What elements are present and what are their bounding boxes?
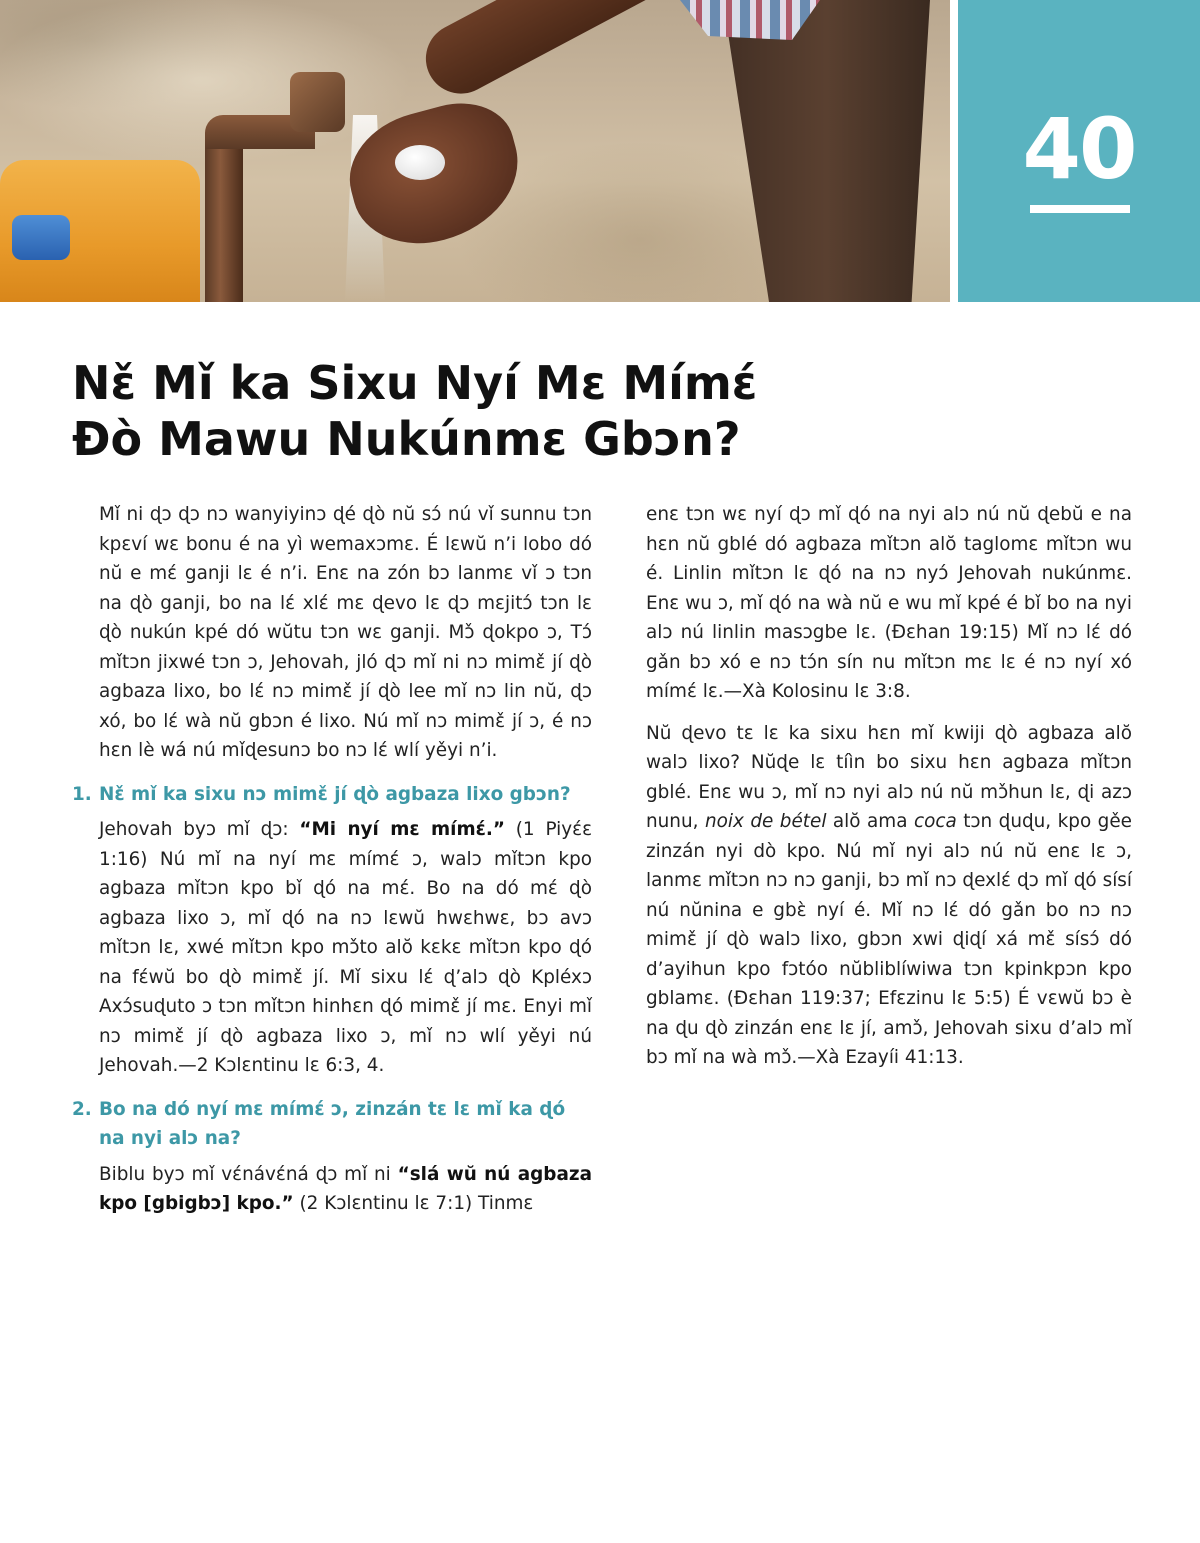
hero-photo — [0, 0, 950, 302]
right-paragraph-2 — [646, 719, 1132, 1073]
right-paragraph-2-italic-1: noix de bétel — [704, 811, 827, 832]
canister-cap — [12, 215, 70, 260]
answer-1-part-2: (1 Piyɛ́ɛ 1:16) Nú mǐ na nyí mɛ mímɛ́ ɔ, walɔ mǐtɔn kpo agbaza mǐtɔn kpo bǐ ɖó na mɛ́. Bo na dó mɛ́ ɖò agbaza lixo ɔ, mǐ ɖó na nɔ lɛwŭ hwɛhwɛ, bɔ avɔ mǐtɔn lɛ, xwé mǐtɔn kpo mɔ̌to alŏ kɛkɛ mǐtɔn kpo ɖó na fɛ́wŭ bo ɖò mimɛ̌ jí. Mǐ sixu lɛ́ ɖ’alɔ ɖò Kpléxɔ Axɔ́suɖuto ɔ tɔn mǐtɔn hinhɛn ɖó mimɛ̌ jí mɛ. Enyi mǐ nɔ mimɛ̌ jí ɖò agbaza lixo ɔ, mǐ nɔ wlí yěyi nú Jehovah.—2 Kɔlɛntinu lɛ 6:3, 4. — [99, 819, 593, 1076]
page-title — [72, 355, 892, 467]
water-pipe — [205, 140, 243, 302]
answer-2-part-2: (2 Kɔlɛntinu lɛ 7:1) Tinmɛ — [293, 1193, 534, 1214]
question-2-text: Bo na dó nyí mɛ mímɛ́ ɔ, zinzán tɛ lɛ mǐ ka ɖó na nyi alɔ na? — [99, 1098, 566, 1149]
question-1-number: 1. — [72, 783, 92, 805]
right-paragraph-2-italic-2: coca — [913, 811, 957, 832]
soap-bar — [395, 145, 445, 180]
answer-1-part-1: Jehovah byɔ mǐ ɖɔ: — [99, 819, 300, 840]
answer-2-part-1: Biblu byɔ mǐ vɛ́návɛ́ná ɖɔ mǐ ni — [99, 1163, 398, 1185]
right-paragraph-2-part-b: alŏ ama — [826, 811, 914, 832]
intro-paragraph: Mǐ ni ɖɔ ɖɔ nɔ wanyiyinɔ ɖé ɖò nŭ sɔ́ nú vǐ sunnu tɔn kpɛví wɛ bonu é na yì wemaxɔmɛ. É lɛwŭ n’i lobo dó nŭ e mɛ́ ganji lɛ é n’i. Enɛ na zón bɔ lanmɛ vǐ ɔ tɔn na ɖò ganji, bo na lɛ́ xlɛ́ mɛ ɖevo lɛ ɖɔ mɛjitɔ́ tɔn lɛ ɖò nukún kpé dó wŭtu tɔn wɛ ganji. Mɔ̌ ɖokpo ɔ, Tɔ́ mǐtɔn jixwé tɔn ɔ, Jehovah, jló ɖɔ mǐ ni nɔ mimɛ̌ jí ɖò agbaza lixo, bo lɛ́ nɔ mimɛ̌ jí ɖò lee mǐ nɔ lin nŭ, ɖɔ xó, bo lɛ́ wà nŭ gbɔn é lixo. Nú mǐ nɔ mimɛ̌ jí ɔ, é nɔ hɛn lè wá nú mǐɖesunɔ bo nɔ lɛ́ wlí yěyi n’i. — [99, 504, 592, 761]
title-line-2: Ðò Mawu Nukúnmɛ Gbɔn? — [72, 412, 741, 466]
answer-1 — [72, 815, 592, 1081]
answer-2-quote: “slá wŭ nú agbaza kpo [gbigbɔ] kpo.” — [99, 1163, 592, 1214]
left-column — [72, 500, 592, 1231]
title-line-1: Nɛ̌ Mǐ ka Sixu Nyí Mɛ Mímɛ́ — [72, 356, 758, 410]
right-paragraph-2-part-a: Nŭ ɖevo tɛ lɛ ka sixu hɛn mǐ kwiji ɖò agbaza alŏ walɔ lixo? Nŭɖe lɛ tíìn bo sixu hɛn agbaza mǐtɔn gblé. Enɛ wu ɔ, mǐ nɔ nyi alɔ nú nŭ mɔ̌hun lɛ, ɖi azɔ nunu, — [646, 722, 1132, 832]
lesson-number-underline — [1030, 205, 1130, 213]
answer-1-quote: “Mi nyí mɛ mímɛ́.” — [299, 819, 505, 840]
lesson-number: 40 — [1022, 100, 1136, 198]
question-1-text: Nɛ̌ mǐ ka sixu nɔ mimɛ̌ jí ɖò agbaza lixo gbɔn? — [99, 783, 571, 805]
right-paragraph-1: enɛ tɔn wɛ nyí ɖɔ mǐ ɖó na nyi alɔ nú nŭ ɖebŭ e na hɛn nŭ gblé dó agbaza mǐtɔn alŏ taglomɛ mǐtɔn wu é. Linlin mǐtɔn lɛ ɖó na nɔ nyɔ́ Jehovah nukúnmɛ. Enɛ wu ɔ, mǐ ɖó na wà nŭ e wu mǐ kpé é bǐ bo na nyi alɔ nú linlin masɔgbe lɛ. (Ðɛhan 19:15) Mǐ nɔ lɛ́ dó gǎn bɔ xó e nɔ tɔ́n sín nu mǐtɔn mɛ lɛ é nɔ nyí xó mímɛ́ lɛ.—Xà Kolosinu lɛ 3:8. — [646, 504, 1132, 702]
question-2 — [72, 1095, 592, 1154]
answer-2 — [72, 1160, 592, 1219]
lesson-number-box — [958, 0, 1200, 302]
question-1 — [72, 780, 592, 810]
right-paragraph-2-part-c: tɔn ɖuɖu, kpo gěe zinzán nyi dò kpo. Nú mǐ nyi alɔ nú nŭ enɛ lɛ ɔ, lanmɛ mǐtɔn nɔ nɔ ganji, bɔ mǐ nɔ ɖexlɛ́ ɖɔ mǐ ɖó sísí nú nŭnina e gbɛ̀ nyí é. Mǐ nɔ lɛ́ dó gǎn bo nɔ nɔ mimɛ̌ jí ɖò walɔ lixo, gbɔn xwi ɖiɖí xá mɛ̌ sísɔ́ dó d’ayihun kpo fɔtóo nŭbliblíwiwa tɔn kpinkpɔn kpo gblamɛ. (Ðɛhan 119:37; Efɛzinu lɛ 5:5) É vɛwŭ bɔ è na ɖu ɖò zinzán enɛ lɛ jí, amɔ̌, Jehovah sixu d’alɔ mǐ bɔ mǐ na wà mɔ̌.—Xà Ezayíi 41:13. — [646, 811, 1132, 1068]
water-tap — [290, 72, 345, 132]
right-column — [646, 500, 1132, 1085]
question-2-number: 2. — [72, 1098, 92, 1120]
